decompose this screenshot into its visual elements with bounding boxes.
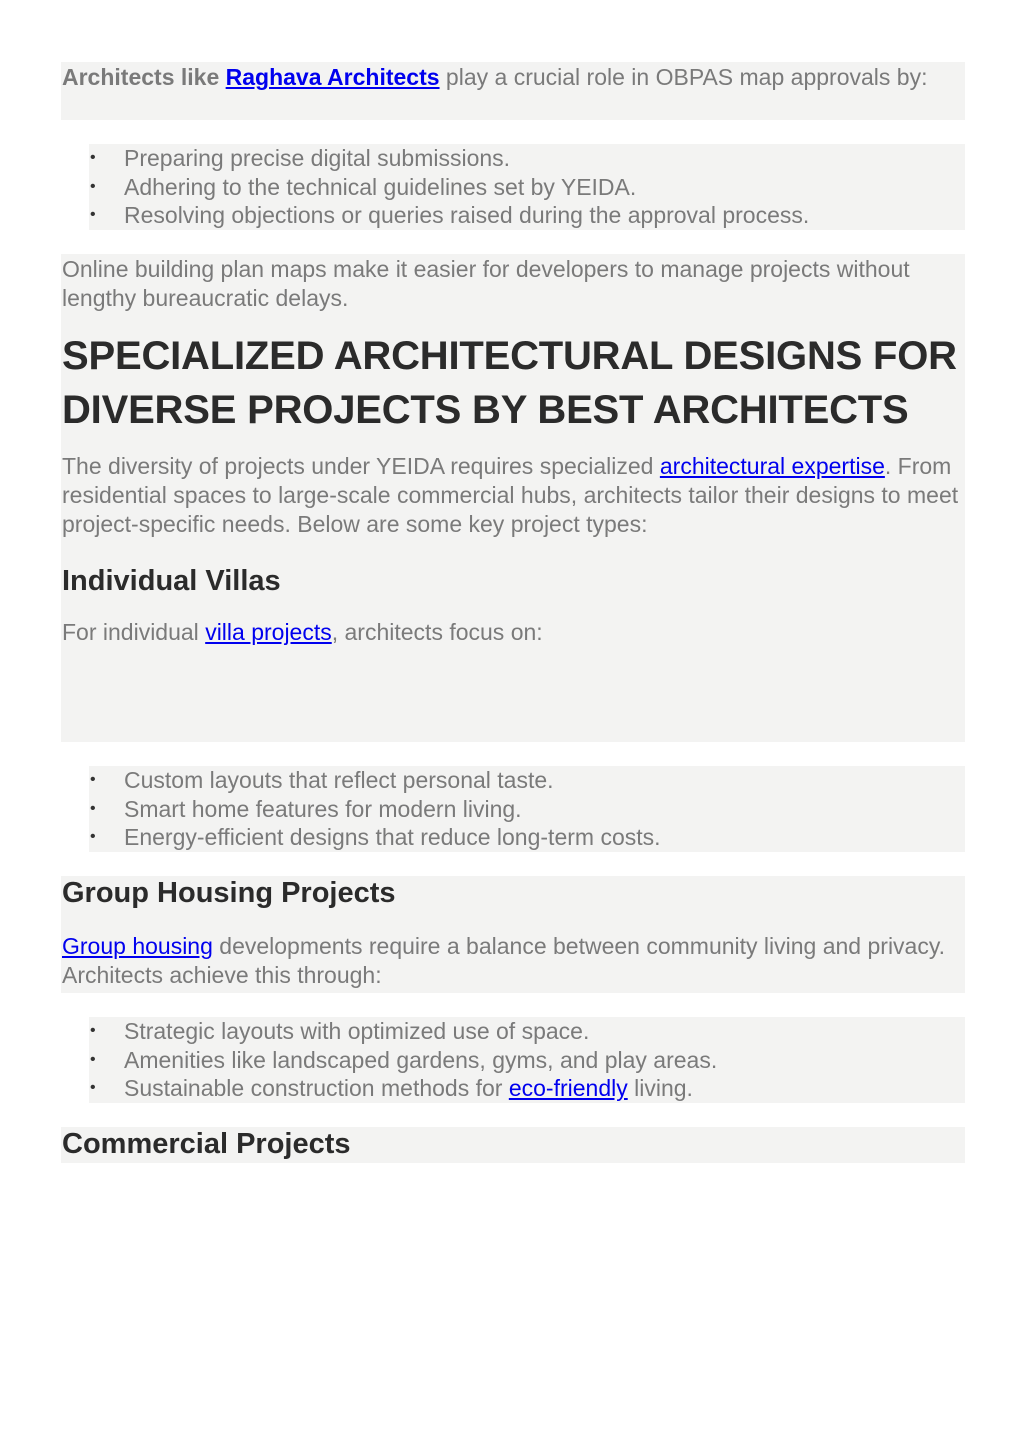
commercial-heading: Commercial Projects <box>62 1128 351 1160</box>
main-section <box>61 254 965 742</box>
eco-friendly-link[interactable]: eco-friendly <box>508 1075 628 1101</box>
bullet-icon: • <box>90 206 96 223</box>
architectural-expertise-link[interactable]: architectural expertise <box>659 453 885 479</box>
bullet-icon: • <box>90 177 96 195</box>
villas-paragraph: For individual villa projects, architects focus on: <box>62 619 543 645</box>
raghava-architects-link[interactable]: Raghava Architects <box>225 64 440 90</box>
bullet-icon: • <box>90 1022 96 1039</box>
villa-projects-link[interactable]: villa projects <box>205 619 332 645</box>
intro-paragraph <box>61 62 965 120</box>
bullet-icon: • <box>90 149 96 166</box>
villas-heading: Individual Villas <box>62 565 281 597</box>
commercial-section <box>61 1127 965 1163</box>
list-item: • Strategic layouts with optimized use of space. <box>90 1018 590 1044</box>
group-housing-list <box>89 1017 965 1103</box>
list-item: • Custom layouts that reflect personal taste. <box>90 767 554 793</box>
list-item: • Energy-efficient designs that reduce long-term costs. <box>90 824 661 850</box>
diversity-paragraph: The diversity of projects under YEIDA requires specialized architectural expertise. From residential spaces to large-scale commercial hubs, architects tailor their designs to meet project-specific needs. Below are some key project types: <box>62 453 959 537</box>
main-heading: SPECIALIZED ARCHITECTURAL DESIGNS FOR DIVERSE PROJECTS BY BEST ARCHITECTS <box>62 334 957 432</box>
bullet-icon: • <box>90 828 96 845</box>
bullet-icon: • <box>90 1079 96 1096</box>
list-item: • Adhering to the technical guidelines set by YEIDA. <box>90 173 637 200</box>
group-housing-paragraph: Group housing developments require a balance between community living and privacy. Architects achieve this through: <box>62 933 946 988</box>
bullet-icon: • <box>90 799 96 817</box>
list-item: • Sustainable construction methods for eco-friendly living. <box>90 1075 693 1101</box>
online-plan-paragraph: Online building plan maps make it easier for developers to manage projects without lengthy bureaucratic delays. <box>62 256 910 311</box>
list-item: • Resolving objections or queries raised during the approval process. <box>90 202 810 228</box>
bullet-icon: • <box>90 1050 96 1068</box>
group-housing-link[interactable]: Group housing <box>62 933 213 959</box>
intro-rest: play a crucial role in OBPAS map approvals by: <box>439 64 928 90</box>
bullet-icon: • <box>90 771 96 788</box>
group-housing-section <box>61 876 965 993</box>
list-item: • Amenities like landscaped gardens, gyms, and play areas. <box>90 1046 718 1073</box>
group-housing-heading: Group Housing Projects <box>62 877 396 909</box>
document-page <box>61 62 965 1163</box>
list-item: • Preparing precise digital submissions. <box>90 145 511 171</box>
obpas-list <box>89 144 965 230</box>
villas-list <box>89 766 965 852</box>
list-item: • Smart home features for modern living. <box>90 795 522 822</box>
intro-bold-prefix: Architects like <box>62 64 220 90</box>
